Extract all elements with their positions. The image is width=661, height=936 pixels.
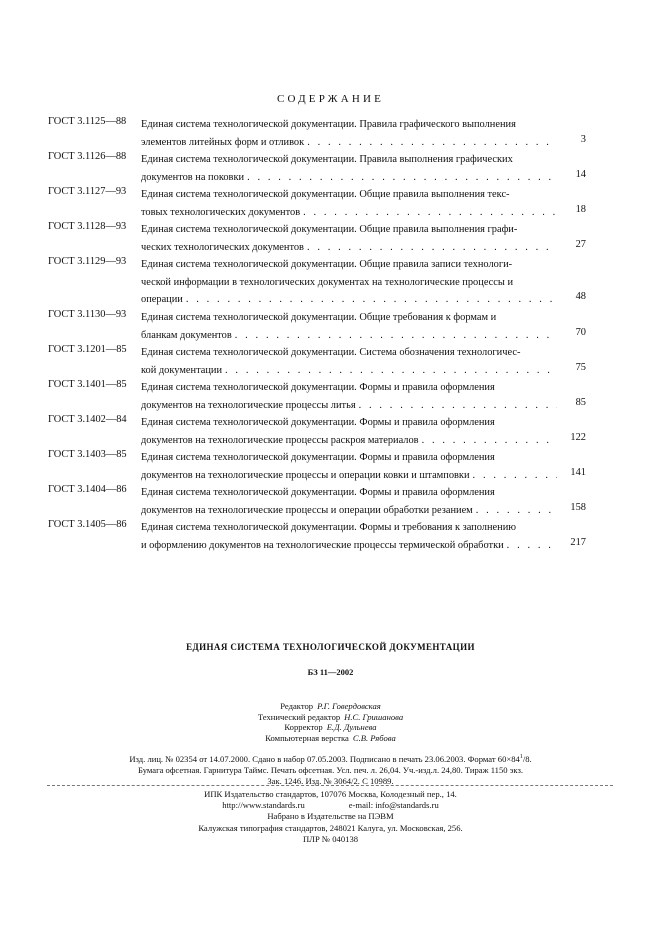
credit-role: Редактор [280, 701, 314, 711]
entry-description [141, 186, 557, 221]
toc-entry [48, 309, 586, 344]
pub-line: Зак. 1246. Изд. № 3064/2. С 10989. [267, 776, 394, 787]
page-number: 141 [570, 466, 586, 478]
page-number: 85 [575, 396, 586, 408]
entry-line: и оформлению документов на технологические процессы термической обработки [141, 539, 504, 551]
entry-line: ческой информации в технологических документах на технологические процессы и [141, 276, 514, 288]
pub-line [0, 752, 661, 765]
credit-tech-editor [0, 712, 661, 723]
entry-line: документов на поковки [141, 171, 245, 183]
entry-description [141, 309, 557, 344]
toc-entry [48, 449, 586, 484]
typeset-note: Набрано в Издательстве на ПЭВМ [267, 811, 394, 822]
dot-leader [303, 204, 557, 222]
credit-role: Компьютерная верстка [265, 732, 349, 743]
entry-line: Единая система технологической документации. Правила графического выполнения [141, 119, 516, 130]
entry-leader-line [141, 432, 557, 450]
bz-number: БЗ 11—2002 [307, 667, 354, 677]
entry-leader-line [141, 362, 557, 380]
dot-leader [359, 397, 557, 415]
entry-leader-line [141, 239, 557, 257]
entry-leader-line [141, 134, 557, 152]
page-number: 75 [575, 361, 586, 373]
pub-line-text: Изд. лиц. № 02354 от 14.07.2000. Сдано в набор 07.05.2003. Подписано в печать 23.06.2003. Формат 60×84 [129, 754, 520, 764]
entry-leader-line [141, 291, 557, 309]
entry-leader-line [141, 397, 557, 415]
dot-leader [235, 327, 557, 345]
credit-proofreader [0, 722, 661, 733]
toc-title: СОДЕРЖАНИЕ [276, 93, 385, 105]
dot-leader [307, 239, 557, 257]
table-of-contents [48, 116, 586, 554]
toc-entry [48, 379, 586, 414]
entry-description [141, 519, 557, 554]
credit-role: Корректор [284, 722, 323, 732]
standard-code: ГОСТ 3.1130—93 [48, 309, 127, 320]
dot-leader [225, 362, 557, 380]
dashed-divider [47, 785, 613, 786]
printer-details [0, 789, 661, 845]
entry-line: Единая система технологической документации. Система обозначения технологичес- [141, 347, 521, 358]
entry-line: операции [141, 294, 183, 305]
entry-description [141, 151, 557, 186]
entry-line: документов на технологические процессы и операции обработки резанием [141, 504, 473, 516]
entry-description [141, 449, 557, 484]
toc-entry [48, 519, 586, 554]
entry-line: документов на технологические процессы литья [141, 399, 356, 411]
toc-entry [48, 256, 586, 309]
standard-code: ГОСТ 3.1126—88 [48, 151, 127, 162]
entry-line: Единая система технологической документации. Формы и правила оформления [141, 487, 495, 498]
entry-description [141, 379, 557, 414]
standard-code: ГОСТ 3.1401—85 [48, 379, 127, 390]
printer-address: Калужская типография стандартов, 248021 Калуга, ул. Московская, 256. [198, 822, 463, 833]
entry-leader-line [141, 169, 557, 187]
entry-line: Единая система технологической документации. Общие правила записи технологи- [141, 259, 513, 270]
standard-code: ГОСТ 3.1402—84 [48, 414, 127, 425]
credit-name: С.В. Рябова [352, 732, 396, 743]
standard-code: ГОСТ 3.1127—93 [48, 186, 127, 197]
dot-leader [307, 134, 557, 152]
dot-leader [247, 169, 557, 187]
entry-description [141, 256, 557, 309]
entry-line: Единая система технологической документации. Формы и правила оформления [141, 417, 495, 428]
entry-line: кой документации [141, 364, 223, 376]
entry-line: документов на технологические процессы раскроя материалов [141, 434, 419, 446]
credit-name: Р.Г. Говердовская [317, 701, 381, 711]
standard-code: ГОСТ 3.1201—85 [48, 344, 127, 355]
standard-code: ГОСТ 3.1403—85 [48, 449, 127, 460]
entry-leader-line [141, 502, 557, 520]
page-number: 18 [575, 203, 586, 215]
dot-leader [476, 502, 557, 520]
dot-leader [422, 432, 557, 450]
standard-code: ГОСТ 3.1405—86 [48, 519, 127, 530]
page-number: 3 [580, 133, 586, 145]
dot-leader [473, 467, 557, 485]
entry-line: Единая система технологической документации. Формы и правила оформления [141, 452, 495, 463]
page-number: 70 [575, 326, 586, 338]
credit-name: Н.С. Гришанова [344, 711, 404, 722]
entry-line: ческих технологических документов [141, 241, 304, 253]
credit-editor [0, 701, 661, 712]
format-superscript: 1 [519, 754, 523, 760]
entry-line: Единая система технологической документации. Общие правила выполнения графи- [141, 224, 518, 235]
entry-leader-line [141, 467, 557, 485]
toc-entry [48, 151, 586, 186]
website-link[interactable]: http://www.standards.ru [222, 800, 305, 811]
standard-code: ГОСТ 3.1125—88 [48, 116, 127, 127]
dot-leader [186, 291, 557, 309]
series-title: ЕДИНАЯ СИСТЕМА ТЕХНОЛОГИЧЕСКОЙ ДОКУМЕНТАЦИИ [186, 642, 475, 652]
toc-entry [48, 221, 586, 256]
pub-line: Бумага офсетная. Гарнитура Таймс. Печать офсетная. Усл. печ. л. 26,04. Уч.-изд.л. 24,80. Тираж 1150 экз. [137, 765, 524, 776]
contact-row [0, 800, 661, 811]
credit-role: Технический редактор [257, 711, 341, 722]
publisher-address: ИПК Издательство стандартов, 107076 Москва, Колодезный пер., 14. [204, 789, 457, 799]
format-denominator: /8. [522, 754, 532, 764]
toc-entry [48, 186, 586, 221]
entry-line: элементов литейных форм и отливок [141, 136, 305, 148]
entry-description [141, 344, 557, 379]
toc-entry [48, 484, 586, 519]
entry-leader-line [141, 327, 557, 345]
publication-details [0, 752, 661, 788]
entry-line: Единая система технологической документации. Общие правила выполнения текс- [141, 189, 510, 200]
entry-line: товых технологических документов [141, 206, 301, 218]
entry-leader-line [141, 204, 557, 222]
plr-number: ПЛР № 040138 [302, 833, 359, 844]
toc-entry [48, 414, 586, 449]
entry-line: Единая система технологической документации. Общие требования к формам и [141, 312, 497, 323]
email-link[interactable]: e-mail: info@standards.ru [348, 800, 439, 811]
toc-entry [48, 116, 586, 151]
page-number: 217 [570, 536, 586, 548]
entry-line: бланкам документов [141, 329, 232, 341]
standard-code: ГОСТ 3.1128—93 [48, 221, 127, 232]
standard-code: ГОСТ 3.1404—86 [48, 484, 127, 495]
credit-layout [0, 733, 661, 744]
credit-name: Е.Д. Дульнева [326, 722, 377, 732]
entry-line: Единая система технологической документации. Правила выполнения графических [141, 154, 513, 165]
entry-description [141, 221, 557, 256]
entry-description [141, 116, 557, 151]
toc-entry [48, 344, 586, 379]
page-number: 158 [570, 501, 586, 513]
standard-code: ГОСТ 3.1129—93 [48, 256, 127, 267]
credits [0, 701, 661, 743]
page-number: 48 [575, 291, 586, 302]
entry-line: Единая система технологической документации. Формы и правила оформления [141, 382, 495, 393]
page-number: 14 [575, 168, 586, 180]
entry-description [141, 484, 557, 519]
entry-leader-line [141, 537, 557, 555]
page-number: 122 [570, 431, 586, 443]
entry-line: Единая система технологической документации. Формы и требования к заполнению [141, 522, 517, 533]
entry-line: документов на технологические процессы и операции ковки и штамповки [141, 469, 470, 481]
page-number: 27 [575, 238, 586, 250]
entry-description [141, 414, 557, 449]
